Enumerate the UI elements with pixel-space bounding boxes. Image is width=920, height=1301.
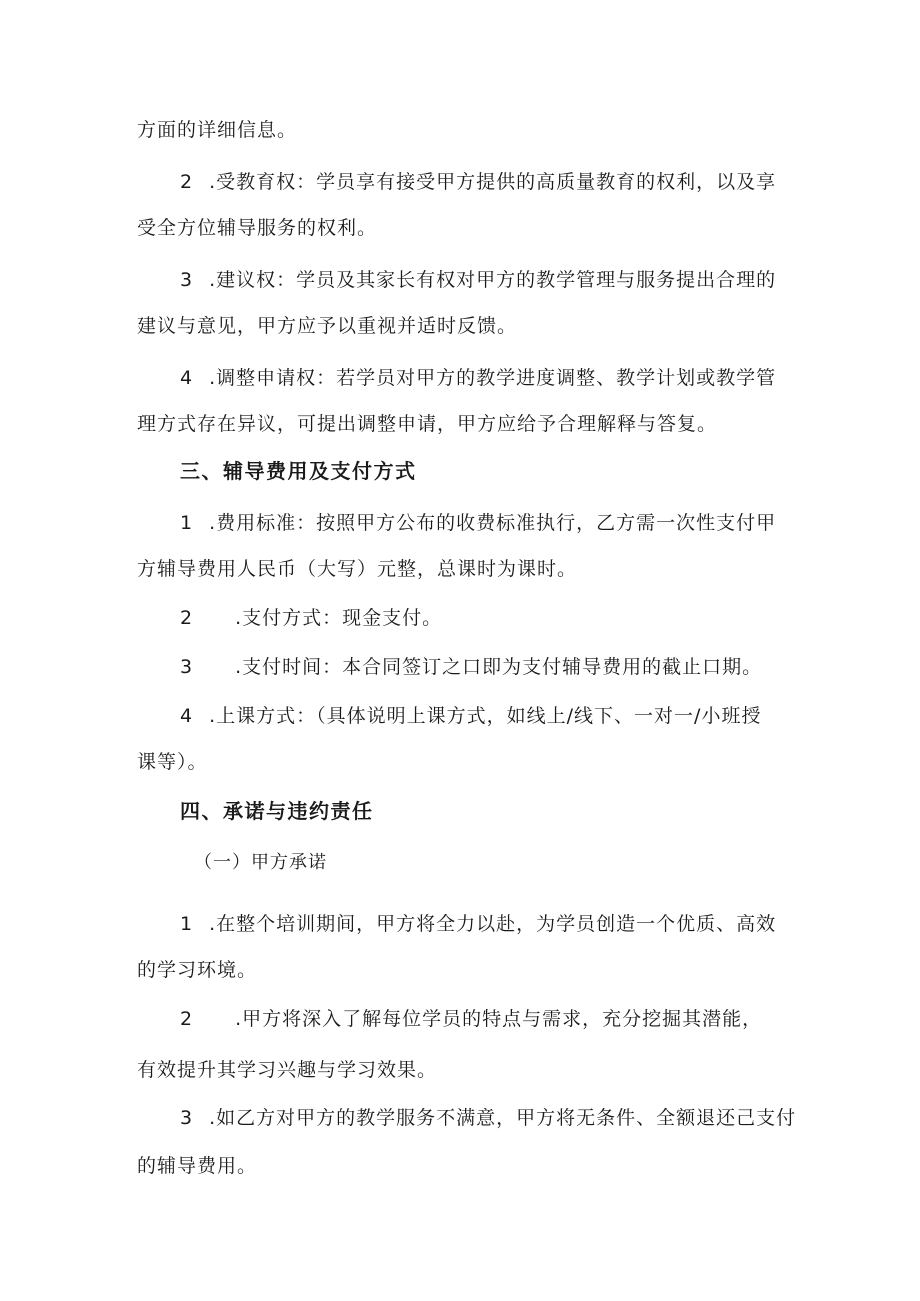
item-text: .建议权：学员及其家长有权对甲方的教学管理与服务提出合理的 [209,269,777,291]
item-text: .费用标准：按照甲方公布的收费标准执行，乙方需一次性支付甲 [209,512,777,534]
paragraph-line [137,117,297,143]
item-text-continued: 受全方位辅导服务的权利。 [137,217,378,239]
item-text-continued: 理方式存在异议，可提出调整申请，甲方应给予合理解释与答复。 [137,413,718,435]
item-text: .调整申请权：若学员对甲方的教学进度调整、教学计划或教学管 [209,367,777,389]
item-text: .如乙方对甲方的教学服务不满意，甲方将无条件、全额退还己支付 [209,1107,797,1129]
paragraph-line [137,1057,437,1083]
item-text-continued: 的学习环境。 [137,959,258,981]
item-text-continued: 建议与意见，甲方应予以重视并适时反馈。 [137,315,518,337]
item-text: .上课方式：（具体说明上课方式，如线上/线下、一对一/小班授 [209,705,762,727]
item-number: 4 [180,705,194,727]
item-number: 1 [180,512,194,534]
rights-tail-text: 方面的详细信息。 [137,119,298,141]
commitments-item-1 [180,911,776,937]
item-number: 2 [180,607,194,629]
item-text: .甲方将深入了解每位学员的特点与需求，充分挖掘其潜能， [235,1008,763,1030]
fees-item-2 [180,605,442,631]
item-number: 3 [180,1107,194,1129]
commitments-item-2 [180,1006,762,1032]
paragraph-line [137,1153,257,1179]
item-number: 4 [180,367,194,389]
commitments-item-3 [180,1105,796,1131]
item-text-continued: 的辅导费用。 [137,1155,258,1177]
item-text: .支付方式：现金支付。 [235,607,443,629]
paragraph-line [137,556,577,582]
item-text: .支付时间：本合同签订之口即为支付辅导费用的截止口期。 [235,656,763,678]
item-text-continued: 方辅导费用人民币（大写）元整，总课时为课时。 [137,558,578,580]
item-number: 3 [180,656,194,678]
section-heading-commitments [180,798,374,824]
item-number: 3 [180,269,194,291]
fees-item-1 [180,510,776,536]
heading-text: 三、辅导费用及支付方式 [180,459,417,483]
subheading-text: （一）甲方承诺 [194,852,327,873]
paragraph-line [137,411,717,437]
item-number: 2 [180,171,194,193]
item-number: 2 [180,1008,194,1030]
fees-item-4 [180,703,761,729]
fees-item-3 [180,654,762,680]
item-text: .在整个培训期间，甲方将全力以赴，为学员创造一个优质、高效 [209,913,777,935]
item-text-continued: 课等）。 [137,751,208,773]
item-text: .受教育权：学员享有接受甲方提供的高质量教育的权利，以及享 [209,171,777,193]
item-text-continued: 有效提升其学习兴趣与学习效果。 [137,1059,438,1081]
item-number: 1 [180,913,194,935]
paragraph-line [137,215,377,241]
section-heading-fees [180,458,417,484]
rights-item-4 [180,365,776,391]
heading-text: 四、承诺与违约责任 [180,799,374,823]
paragraph-line [137,957,257,983]
paragraph-line [137,749,208,775]
paragraph-line [137,313,517,339]
rights-item-3 [180,267,776,293]
subsection-heading-party-a [194,850,327,876]
rights-item-2 [180,169,776,195]
